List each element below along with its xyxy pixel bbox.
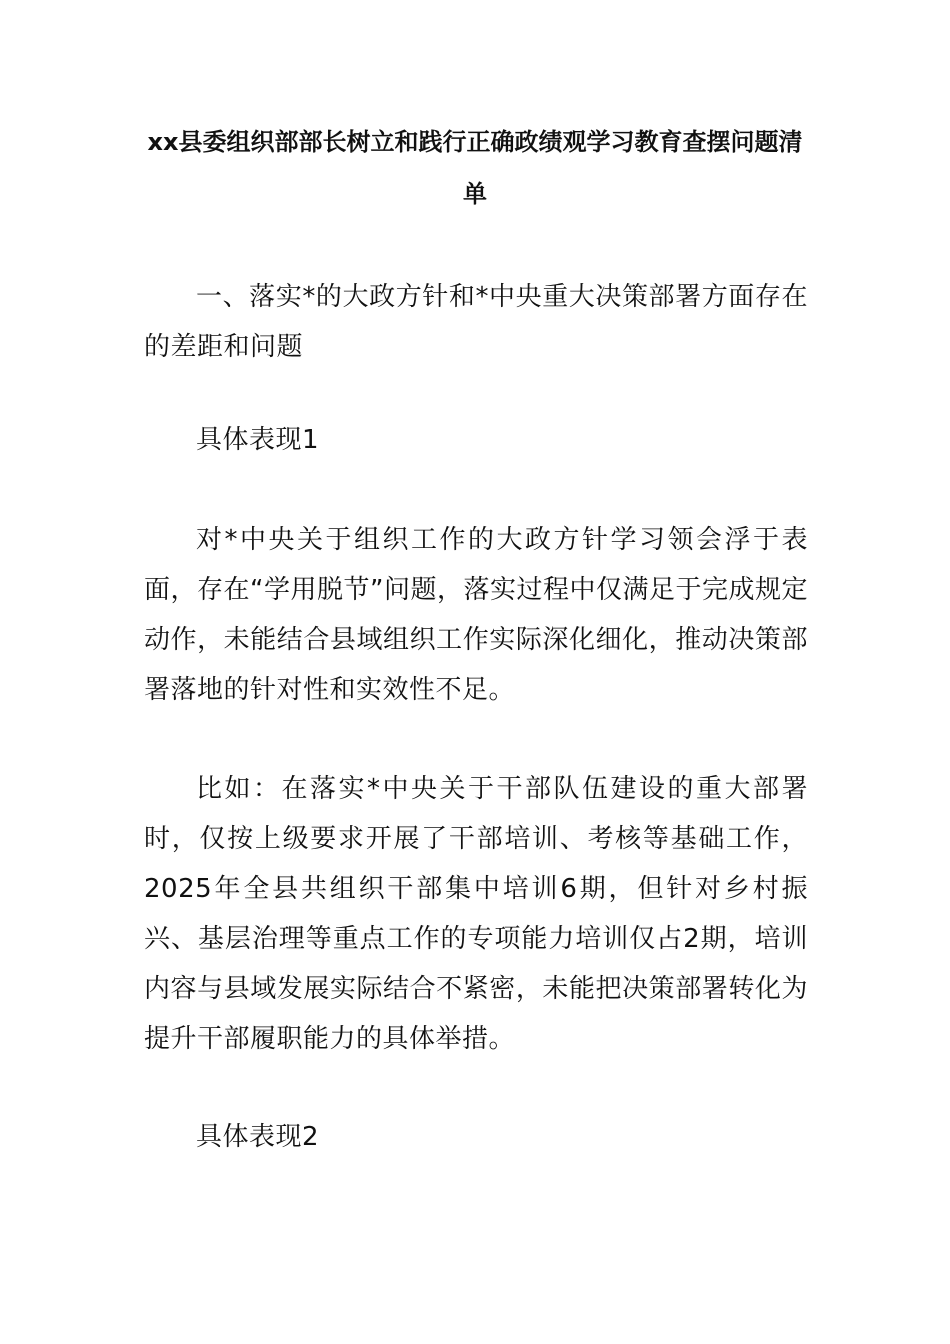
item-description: 对*中央关于组织工作的大政方针学习领会浮于表面，存在“学用脱节”问题，落实过程中仅满足于完成规定动作，未能结合县域组织工作实际深化细化，推动决策部署落地的针对性和实效性不足。 xyxy=(144,525,808,705)
document-title: xx县委组织部部长树立和践行正确政绩观学习教育查摆问题清单 xyxy=(147,128,803,208)
item-example: 比如：在落实*中央关于干部队伍建设的重大部署时，仅按上级要求开展了干部培训、考核等基础工作，2025年全县共组织干部集中培训6期，但针对乡村振兴、基层治理等重点工作的专项能力培训仅占2期，培训内容与县域发展实际结合不紧密，未能把决策部署转化为提升干部履职能力的具体举措。 xyxy=(144,774,808,1054)
section-heading: 一、落实*的大政方针和*中央重大决策部署方面存在的差距和问题 xyxy=(144,282,808,362)
item-label: 具体表现1 xyxy=(196,425,320,455)
item-label: 具体表现2 xyxy=(196,1122,320,1152)
